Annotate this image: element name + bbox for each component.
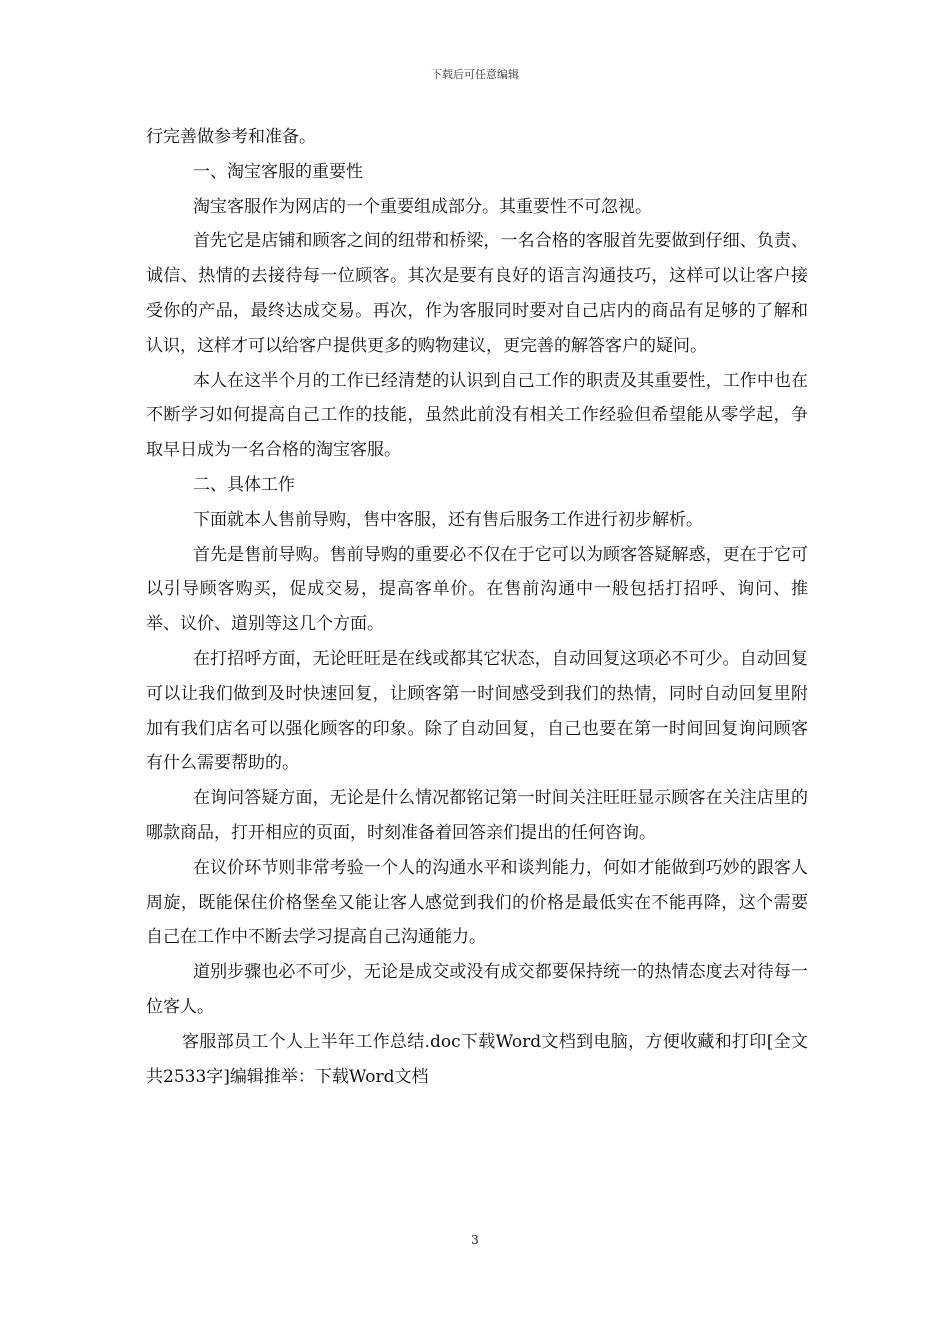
paragraph: 在议价环节则非常考验一个人的沟通水平和谈判能力，何如才能做到巧妙的跟客人周旋，既能保住价格堡垒又能让客人感觉到我们的价格是最低实在不能再降，这个需要自己在工作中不断去学习提高自己沟通能力。 xyxy=(146,857,808,948)
paragraph: 首先是售前导购。售前导购的重要必不仅在于它可以为顾客答疑解惑，更在于它可以引导顾客购买，促成交易，提高客单价。在售前沟通中一般包括打招呼、询问、推举、议价、道别等这几个方面。 xyxy=(146,544,808,635)
download-note: 客服部员工个人上半年工作总结.doc下载Word文档到电脑，方便收藏和打印[全文共2533字]编辑推举：下载Word文档 xyxy=(146,1031,808,1087)
paragraph-continuation: 行完善做参考和准备。 xyxy=(146,127,316,147)
paragraph: 在打招呼方面，无论旺旺是在线或都其它状态，自动回复这项必不可少。自动回复可以让我们做到及时快速回复，让顾客第一时间感受到我们的热情，同时自动回复里附加有我们店名可以强化顾客的印象。除了自动回复，自己也要在第一时间回复询问顾客有什么需要帮助的。 xyxy=(146,648,808,774)
section-heading-importance: 一、淘宝客服的重要性 xyxy=(193,161,363,182)
paragraph: 在询问答疑方面，无论是什么情况都铭记第一时间关注旺旺显示顾客在关注店里的哪款商品，打开相应的页面，时刻准备着回答亲们提出的任何咨询。 xyxy=(146,788,808,843)
page-header: 下载后可任意编辑 xyxy=(431,68,519,81)
paragraph: 下面就本人售前导购，售中客服，还有售后服务工作进行初步解析。 xyxy=(193,509,703,530)
document-body xyxy=(146,120,808,1094)
paragraph: 首先它是店铺和顾客之间的纽带和桥梁，一名合格的客服首先要做到仔细、负责、诚信、热情的去接待每一位顾客。其次是要有良好的语言沟通技巧，这样可以让客户接受你的产品，最终达成交易。再次，作为客服同时要对自己店内的商品有足够的了解和认识，这样才可以给客户提供更多的购物建议，更完善的解答客户的疑问。 xyxy=(146,231,808,356)
paragraph: 淘宝客服作为网店的一个重要组成部分。其重要性不可忽视。 xyxy=(193,196,652,217)
paragraph: 本人在这半个月的工作已经清楚的认识到自己工作的职责及其重要性，工作中也在不断学习如何提高自己工作的技能，虽然此前没有相关工作经验但希望能从零学起，争取早日成为一名合格的淘宝客服。 xyxy=(146,370,808,461)
section-heading-work: 二、具体工作 xyxy=(193,474,295,495)
paragraph: 道别步骤也必不可少，无论是成交或没有成交都要保持统一的热情态度去对待每一位客人。 xyxy=(146,962,808,1017)
page-number: 3 xyxy=(471,1233,479,1247)
